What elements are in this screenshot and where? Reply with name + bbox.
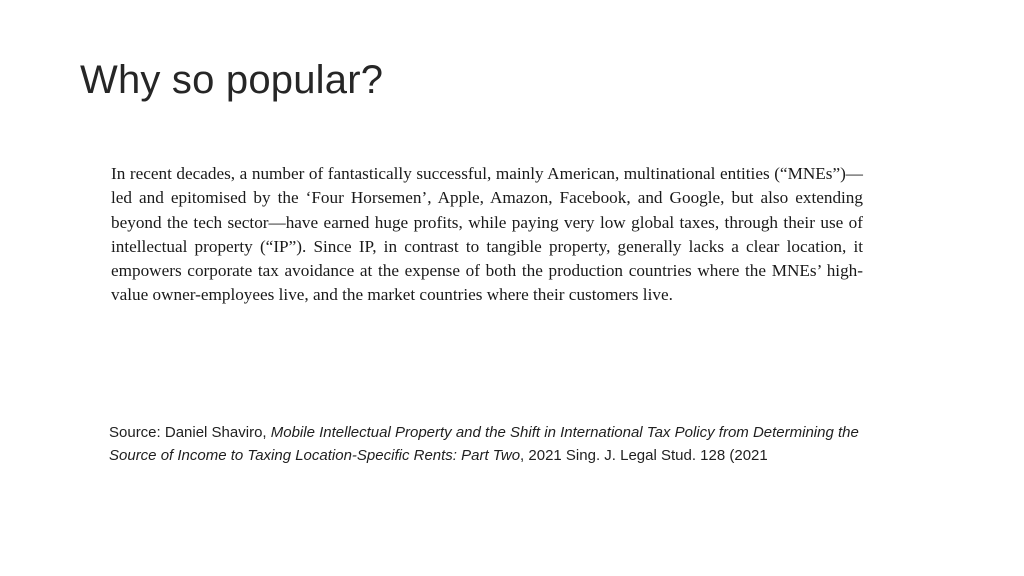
source-work-title: Mobile Intellectual Property and the Shift in International Tax Policy from Determining the Source of Income to Taxing Location-Specific Rents: Part Two — [109, 424, 859, 464]
source-citation — [109, 421, 869, 467]
quoted-passage: In recent decades, a number of fantastically successful, mainly American, multinational entities (“MNEs”)—led and epitomised by the ‘Four Horsemen’, Apple, Amazon, Facebook, and Google, but also extending beyond the tech sector—have earned huge profits, while paying very low global taxes, through their use of intellectual property (“IP”). Since IP, in contrast to tangible property, generally lacks a clear location, it empowers corporate tax avoidance at the expense of both the production countries where the MNEs’ high-value owner-employees live, and the market countries where their customers live. — [111, 164, 863, 305]
source-suffix: , 2021 Sing. J. Legal Stud. 128 (2021 — [520, 447, 768, 464]
slide-title: Why so popular? — [80, 58, 384, 102]
source-prefix: Source: Daniel Shaviro, — [109, 424, 271, 441]
